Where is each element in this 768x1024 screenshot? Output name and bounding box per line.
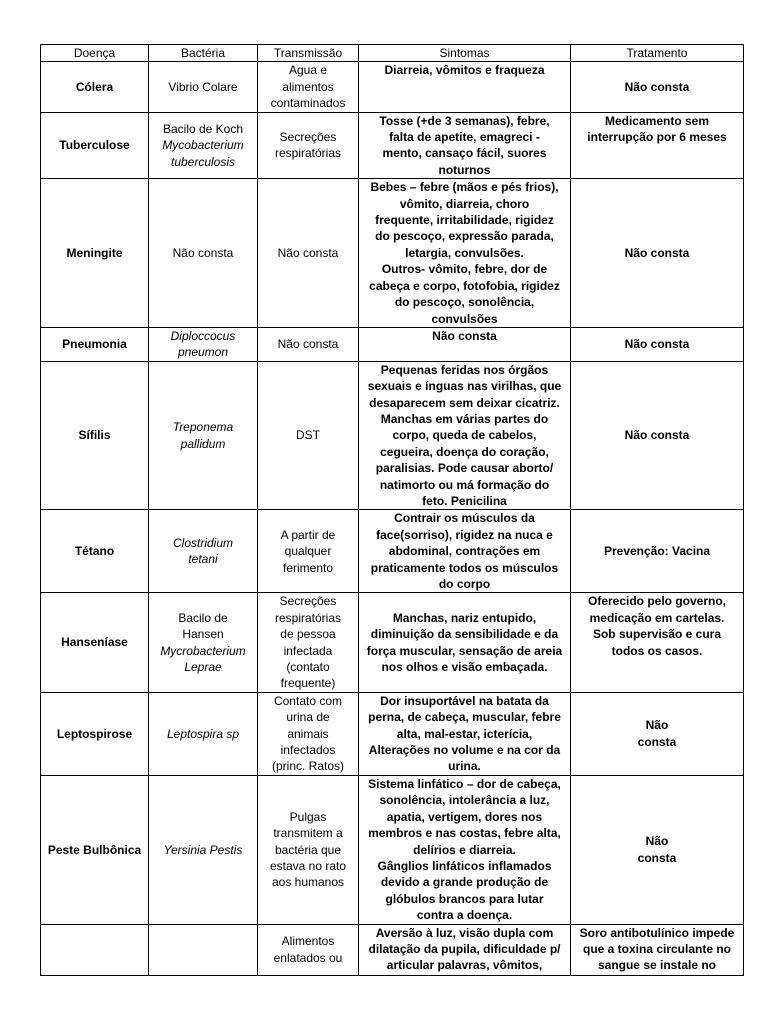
- symptoms-line: vômito, diarreia, choro: [399, 196, 530, 211]
- treatment-line: interrupção por 6 meses: [587, 130, 727, 145]
- table-row: [41, 593, 744, 692]
- symptoms-line: feto. Penicilina: [422, 493, 507, 508]
- transmission-cell: [258, 510, 359, 593]
- symptoms-line: Manchas, nariz entupido,: [392, 610, 537, 625]
- transmission-line: ferimento: [282, 560, 334, 575]
- symptoms-line: natimorto ou má formação do: [379, 477, 550, 492]
- symptoms-line: face(sorriso), rigidez na nuca e: [376, 527, 553, 542]
- transmission-line: frequente): [280, 676, 336, 691]
- symptoms-line: cegueira, doença do coração,: [380, 444, 549, 459]
- transmission-line: enlatados ou: [273, 950, 343, 965]
- transmission-cell: [258, 692, 359, 775]
- treatment-line: Prevenção: Vacina: [603, 544, 711, 559]
- transmission-line: Contato com: [273, 693, 343, 708]
- bacteria-line: Vibrio Colare: [168, 79, 238, 94]
- symptoms-line: cabeça e corpo, fotofobia, rigidez: [369, 278, 560, 293]
- header-transmission: Transmissão: [258, 45, 359, 62]
- symptoms-line: do pescoço, sonolência,: [394, 295, 535, 310]
- transmission-line: (princ. Ratos): [271, 759, 345, 774]
- symptoms-line: Sistema linfático – dor de cabeça,: [368, 776, 561, 791]
- disease-cell: Hanseníase: [41, 593, 149, 692]
- bacteria-cell: [149, 593, 258, 692]
- bacteria-line: Bacilo de Koch: [162, 121, 244, 136]
- transmission-cell: [258, 179, 359, 328]
- symptoms-line: Outros- vômito, febre, dor de: [381, 262, 548, 277]
- treatment-line: sangue se instale no: [597, 958, 717, 973]
- symptoms-line: Bebes – febre (mãos e pés frios),: [370, 180, 559, 195]
- symptoms-line: mento, cansaço fácil, suores: [382, 146, 547, 161]
- transmission-line: urina de: [286, 710, 330, 725]
- disease-table-document: [40, 44, 744, 976]
- symptoms-line: Gânglios linfáticos inflamados: [377, 858, 552, 873]
- disease-table: [40, 44, 744, 976]
- transmission-cell: [258, 62, 359, 112]
- symptoms-line: devido a grande produção de: [380, 875, 549, 890]
- treatment-cell: [571, 327, 744, 361]
- symptoms-line: corpo, queda de cabelos,: [392, 428, 537, 443]
- symptoms-line: Alterações no volume e na cor da: [368, 743, 561, 758]
- symptoms-cell: [359, 510, 571, 593]
- transmission-line: respiratórias: [274, 146, 342, 161]
- transmission-line: Alimentos: [281, 934, 335, 949]
- transmission-line: Secreções: [279, 594, 337, 609]
- bacteria-line: Clostridium: [172, 535, 233, 550]
- treatment-line: Não: [645, 718, 669, 733]
- table-row: [41, 775, 744, 924]
- transmission-line: de pessoa: [280, 627, 336, 642]
- symptoms-line: Contrair os músculos da: [394, 511, 535, 526]
- symptoms-line: contra a doença.: [416, 908, 513, 923]
- bacteria-cell: [149, 179, 258, 328]
- symptoms-line: noturnos: [438, 162, 491, 177]
- transmission-line: (contato: [286, 660, 330, 675]
- symptoms-line: paralisias. Pode causar aborto/: [375, 461, 554, 476]
- transmission-cell: [258, 924, 359, 975]
- bacteria-line: Não consta: [172, 245, 234, 260]
- treatment-line: consta: [637, 734, 677, 749]
- treatment-cell: [571, 361, 744, 510]
- transmission-line: infectada: [283, 643, 333, 658]
- symptoms-line: Aversão à luz, visão dupla com: [375, 925, 554, 940]
- bacteria-cell: [149, 510, 258, 593]
- symptoms-line: abdominal, contrações em: [388, 544, 541, 559]
- disease-cell: Sífilis: [41, 361, 149, 510]
- symptoms-line: articular palavras, vômitos,: [386, 958, 543, 973]
- table-row: [41, 924, 744, 975]
- symptoms-line: Tosse (+de 3 semanas), febre,: [379, 113, 550, 128]
- symptoms-cell: [359, 924, 571, 975]
- transmission-line: Não consta: [277, 245, 339, 260]
- table-row: [41, 62, 744, 112]
- bacteria-line: Diploccocus: [170, 328, 236, 343]
- symptoms-cell: [359, 775, 571, 924]
- treatment-line: Sob supervisão e cura: [592, 627, 722, 642]
- symptoms-line: do pescoço, expressão parada,: [375, 229, 554, 244]
- header-disease: Doença: [41, 45, 149, 62]
- symptoms-line: desaparecem sem deixar cicatriz.: [369, 395, 560, 410]
- symptoms-line: Diarreia, vômitos e fraqueza: [384, 63, 545, 78]
- symptoms-line: sonolência, intolerância a luz,: [379, 793, 550, 808]
- table-row: [41, 510, 744, 593]
- symptoms-line: apatia, vertigem, dores nos: [386, 809, 543, 824]
- header-bacteria: Bactéria: [149, 45, 258, 62]
- header-row: [41, 45, 744, 62]
- bacteria-cell: [149, 361, 258, 510]
- transmission-line: Agua e: [288, 63, 328, 78]
- transmission-line: infectados: [280, 743, 336, 758]
- treatment-cell: [571, 510, 744, 593]
- symptoms-line: Manchas em várias partes do: [380, 411, 549, 426]
- treatment-cell: [571, 112, 744, 179]
- disease-cell: Peste Bulbônica: [41, 775, 149, 924]
- transmission-line: aos humanos: [271, 875, 345, 890]
- treatment-cell: [571, 593, 744, 692]
- treatment-line: Não consta: [624, 337, 690, 352]
- transmission-line: animais: [287, 726, 329, 741]
- symptoms-cell: [359, 112, 571, 179]
- bacteria-line: Leprae: [184, 660, 222, 675]
- transmission-cell: [258, 361, 359, 510]
- bacteria-cell: [149, 112, 258, 179]
- transmission-cell: [258, 112, 359, 179]
- transmission-line: contaminados: [270, 96, 346, 111]
- treatment-line: que a toxina circulante no: [582, 941, 732, 956]
- symptoms-line: convulsões: [431, 311, 498, 326]
- treatment-cell: [571, 62, 744, 112]
- symptoms-line: força muscular, sensação de areia: [366, 643, 563, 658]
- disease-cell: Tuberculose: [41, 112, 149, 179]
- symptoms-cell: [359, 361, 571, 510]
- disease-cell: Leptospirose: [41, 692, 149, 775]
- bacteria-line: Yersinia Pestis: [163, 842, 243, 857]
- bacteria-line: Hansen: [182, 627, 224, 642]
- symptoms-cell: [359, 327, 571, 361]
- symptoms-line: praticamente todos os músculos: [370, 560, 559, 575]
- symptoms-line: nos olhos e visão embaçada.: [381, 660, 548, 675]
- bacteria-line: Bacilo de: [178, 610, 228, 625]
- symptoms-line: alta, mal-estar, icterícia,: [396, 726, 533, 741]
- header-treatment: Tratamento: [571, 45, 744, 62]
- table-row: [41, 692, 744, 775]
- treatment-line: Não: [645, 834, 669, 849]
- bacteria-line: tuberculosis: [170, 154, 236, 169]
- disease-cell: Cólera: [41, 62, 149, 112]
- bacteria-line: Mycrobacterium: [160, 643, 246, 658]
- bacteria-cell: [149, 62, 258, 112]
- symptoms-cell: [359, 62, 571, 112]
- bacteria-line: tetani: [188, 552, 218, 567]
- table-row: [41, 179, 744, 328]
- treatment-line: Não consta: [624, 245, 690, 260]
- disease-cell: Tétano: [41, 510, 149, 593]
- table-row: [41, 361, 744, 510]
- transmission-line: bactéria que: [274, 842, 342, 857]
- transmission-line: A partir de: [280, 527, 336, 542]
- treatment-cell: [571, 775, 744, 924]
- symptoms-cell: [359, 593, 571, 692]
- symptoms-line: Dor insuportável na batata da: [380, 693, 549, 708]
- disease-cell: Meningite: [41, 179, 149, 328]
- transmission-line: estava no rato: [269, 858, 347, 873]
- symptoms-line: diminuição da sensibilidade e da: [370, 627, 559, 642]
- transmission-cell: [258, 327, 359, 361]
- transmission-line: Secreções: [279, 130, 337, 145]
- symptoms-line: membros e nas costas, febre alta,: [368, 826, 561, 841]
- treatment-cell: [571, 924, 744, 975]
- symptoms-line: sexuais e ínguas nas virilhas, que: [367, 379, 562, 394]
- bacteria-line: pallidum: [180, 436, 226, 451]
- header-symptoms: Sintomas: [359, 45, 571, 62]
- table-row: [41, 327, 744, 361]
- treatment-line: Medicamento sem: [604, 113, 710, 128]
- disease-cell: [41, 924, 149, 975]
- symptoms-line: perna, de cabeça, muscular, febre: [368, 710, 561, 725]
- treatment-line: Não consta: [624, 79, 690, 94]
- bacteria-cell: [149, 327, 258, 361]
- bacteria-line: Mycobacterium: [162, 138, 244, 153]
- treatment-line: Soro antibotulínico impede: [579, 925, 735, 940]
- transmission-cell: [258, 775, 359, 924]
- transmission-cell: [258, 593, 359, 692]
- treatment-line: medicação em cartelas.: [589, 610, 725, 625]
- treatment-line: Não consta: [624, 428, 690, 443]
- bacteria-cell: [149, 775, 258, 924]
- bacteria-cell: [149, 692, 258, 775]
- transmission-line: respiratórias: [274, 610, 342, 625]
- symptoms-line: urina.: [448, 759, 481, 774]
- transmission-line: qualquer: [284, 544, 332, 559]
- symptoms-line: letargia, convulsões.: [405, 245, 524, 260]
- symptoms-line: do corpo: [438, 577, 491, 591]
- symptoms-line: Pequenas feridas nos órgãos: [380, 362, 549, 377]
- symptoms-line: Não consta: [432, 328, 497, 343]
- table-row: [41, 112, 744, 179]
- treatment-cell: [571, 692, 744, 775]
- symptoms-line: frequente, irritabilidade, rigidez: [375, 213, 554, 228]
- transmission-line: Não consta: [277, 337, 339, 352]
- bacteria-line: Leptospira sp: [166, 726, 240, 741]
- transmission-line: alimentos: [282, 79, 334, 94]
- treatment-line: todos os casos.: [611, 643, 703, 658]
- transmission-line: DST: [296, 428, 320, 443]
- symptoms-cell: [359, 179, 571, 328]
- bacteria-cell: [149, 924, 258, 975]
- bacteria-line: Treponema: [172, 420, 234, 435]
- treatment-line: Oferecido pelo governo,: [587, 594, 727, 609]
- symptoms-line: dilatação da pupila, dificuldade p/: [368, 941, 561, 956]
- treatment-line: consta: [637, 850, 677, 865]
- symptoms-line: delírios e diarreia.: [413, 842, 516, 857]
- treatment-cell: [571, 179, 744, 328]
- transmission-line: Pulgas: [289, 809, 327, 824]
- transmission-line: transmitem a: [273, 826, 343, 841]
- symptoms-cell: [359, 692, 571, 775]
- disease-cell: Pneumonia: [41, 327, 149, 361]
- symptoms-line: falta de apetite, emagreci -: [389, 130, 540, 145]
- symptoms-line: glóbulos brancos para lutar: [385, 891, 544, 906]
- bacteria-line: pneumon: [177, 345, 229, 360]
